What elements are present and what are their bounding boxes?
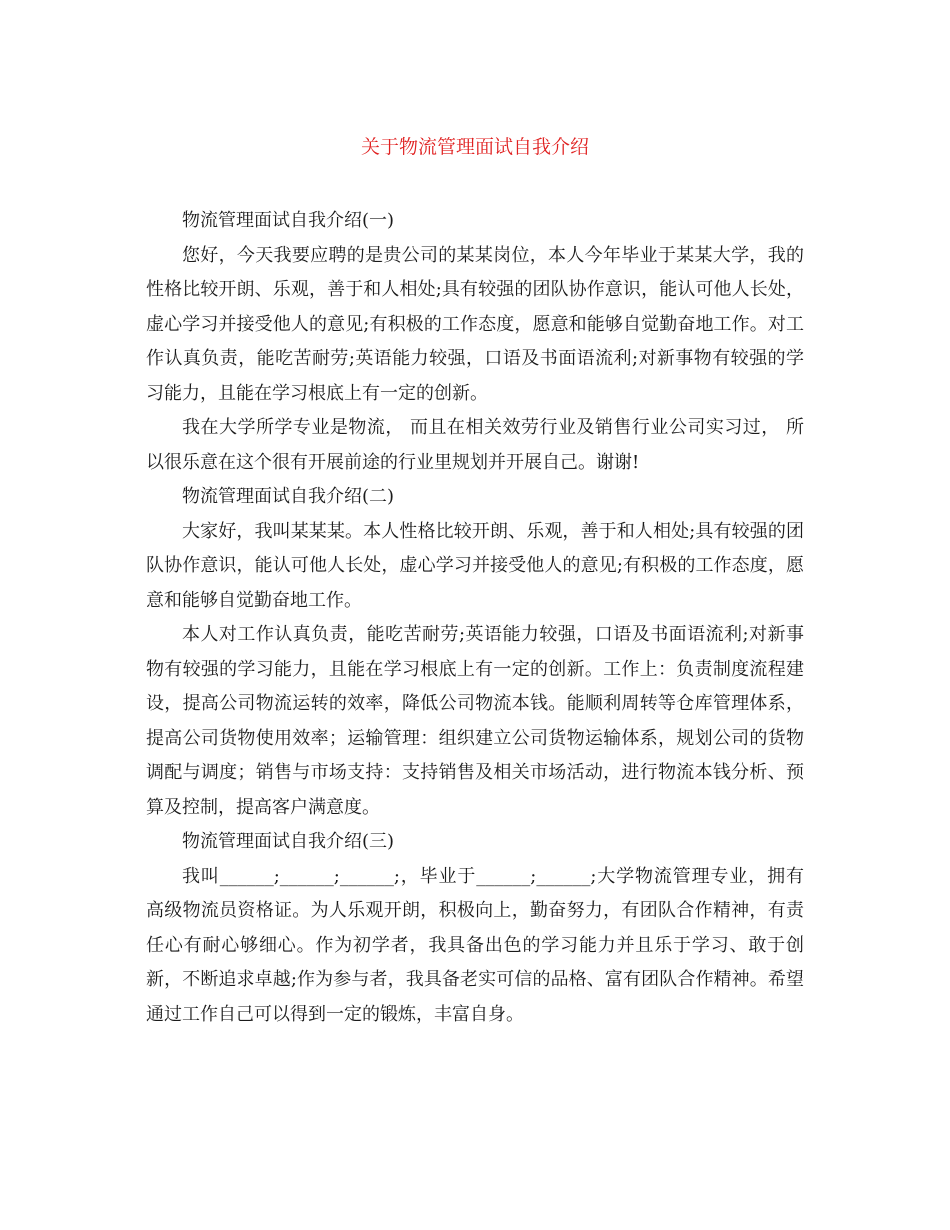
paragraph: 我在大学所学专业是物流， 而且在相关效劳行业及销售行业公司实习过， 所以很乐意在这个很有开展前途的行业里规划并开展自己。谢谢!	[146, 417, 804, 473]
document-body	[146, 204, 804, 1032]
section-heading-3: 物流管理面试自我介绍(三)	[182, 831, 395, 852]
paragraph: 我叫______;______;______;，毕业于______;______;大学物流管理专业，拥有高级物流员资格证。为人乐观开朗，积极向上，勤奋努力，有团队合作精神，有责任心有耐心够细心。作为初学者，我具备出色的学习能力并且乐于学习、敢于创新，不断追求卓越;作为参与者，我具备老实可信的品格、富有团队合作精神。希望通过工作自己可以得到一定的锻炼，丰富自身。	[146, 865, 804, 1025]
section-heading-2: 物流管理面试自我介绍(二)	[182, 486, 395, 507]
section-heading-1: 物流管理面试自我介绍(一)	[182, 210, 395, 231]
paragraph: 您好，今天我要应聘的是贵公司的某某岗位，本人今年毕业于某某大学，我的性格比较开朗、乐观，善于和人相处;具有较强的团队协作意识，能认可他人长处，虚心学习并接受他人的意见;有积极的工作态度，愿意和能够自觉勤奋地工作。对工作认真负责，能吃苦耐劳;英语能力较强，口语及书面语流利;对新事物有较强的学习能力，且能在学习根底上有一定的创新。	[146, 244, 804, 404]
document-title: 关于物流管理面试自我介绍	[360, 136, 589, 158]
paragraph: 大家好，我叫某某某。本人性格比较开朗、乐观，善于和人相处;具有较强的团队协作意识，能认可他人长处，虚心学习并接受他人的意见;有积极的工作态度，愿意和能够自觉勤奋地工作。	[146, 520, 804, 611]
paragraph: 本人对工作认真负责，能吃苦耐劳;英语能力较强，口语及书面语流利;对新事物有较强的学习能力，且能在学习根底上有一定的创新。工作上：负责制度流程建设，提高公司物流运转的效率，降低公司物流本钱。能顺利周转等仓库管理体系，提高公司货物使用效率；运输管理：组织建立公司货物运输体系，规划公司的货物调配与调度；销售与市场支持：支持销售及相关市场活动，进行物流本钱分析、预算及控制，提高客户满意度。	[146, 624, 804, 818]
